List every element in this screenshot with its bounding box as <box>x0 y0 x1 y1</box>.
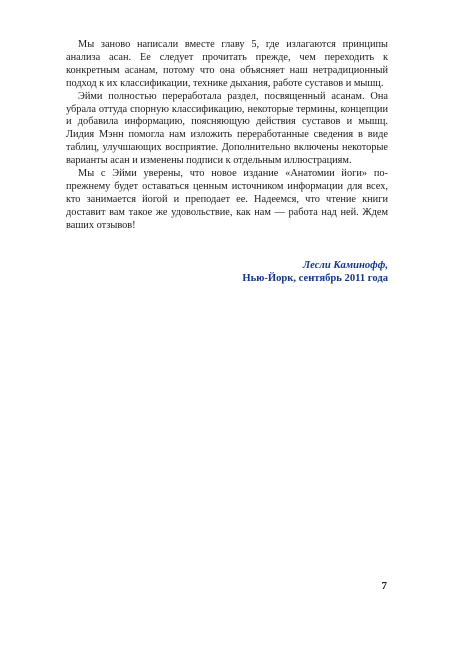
signature-name: Лесли Каминофф, <box>302 260 388 271</box>
paragraph-1: Мы заново написали вместе главу 5, где излагаются принципы анализа асан. Ее следует прочитать прежде, чем переходить к конкретным асанам, потому что она объясняет наш нетрадиционный подход к их классификации, технике дыхания, работе суставов и мышц. <box>66 39 388 89</box>
signature <box>242 259 388 285</box>
body-text <box>66 39 388 233</box>
page-number: 7 <box>381 580 387 592</box>
signature-place-date: Нью-Йорк, сентябрь 2011 года <box>242 273 388 284</box>
paragraph-2: Эйми полностью переработала раздел, посвященный асанам. Она убрала оттуда спорную классификацию, некоторые термины, концепции и добавила информацию, поясняющую действия суставов и мышц. Лидия Мэнн помогла нам изложить переработанные сведения в виде таблиц, улучшающих восприятие. Дополнительно включены некоторые варианты асан и изменены подписи к отдельным иллюстрациям. <box>66 90 388 167</box>
paragraph-3: Мы с Эйми уверены, что новое издание «Анатомии йоги» по-прежнему будет оставаться ценным источником информации для всех, кто занимается йогой и преподает ее. Надеемся, что чтение книги доставит вам такое же удовольствие, как нам — работа над ней. Ждем ваших отзывов! <box>66 168 388 231</box>
